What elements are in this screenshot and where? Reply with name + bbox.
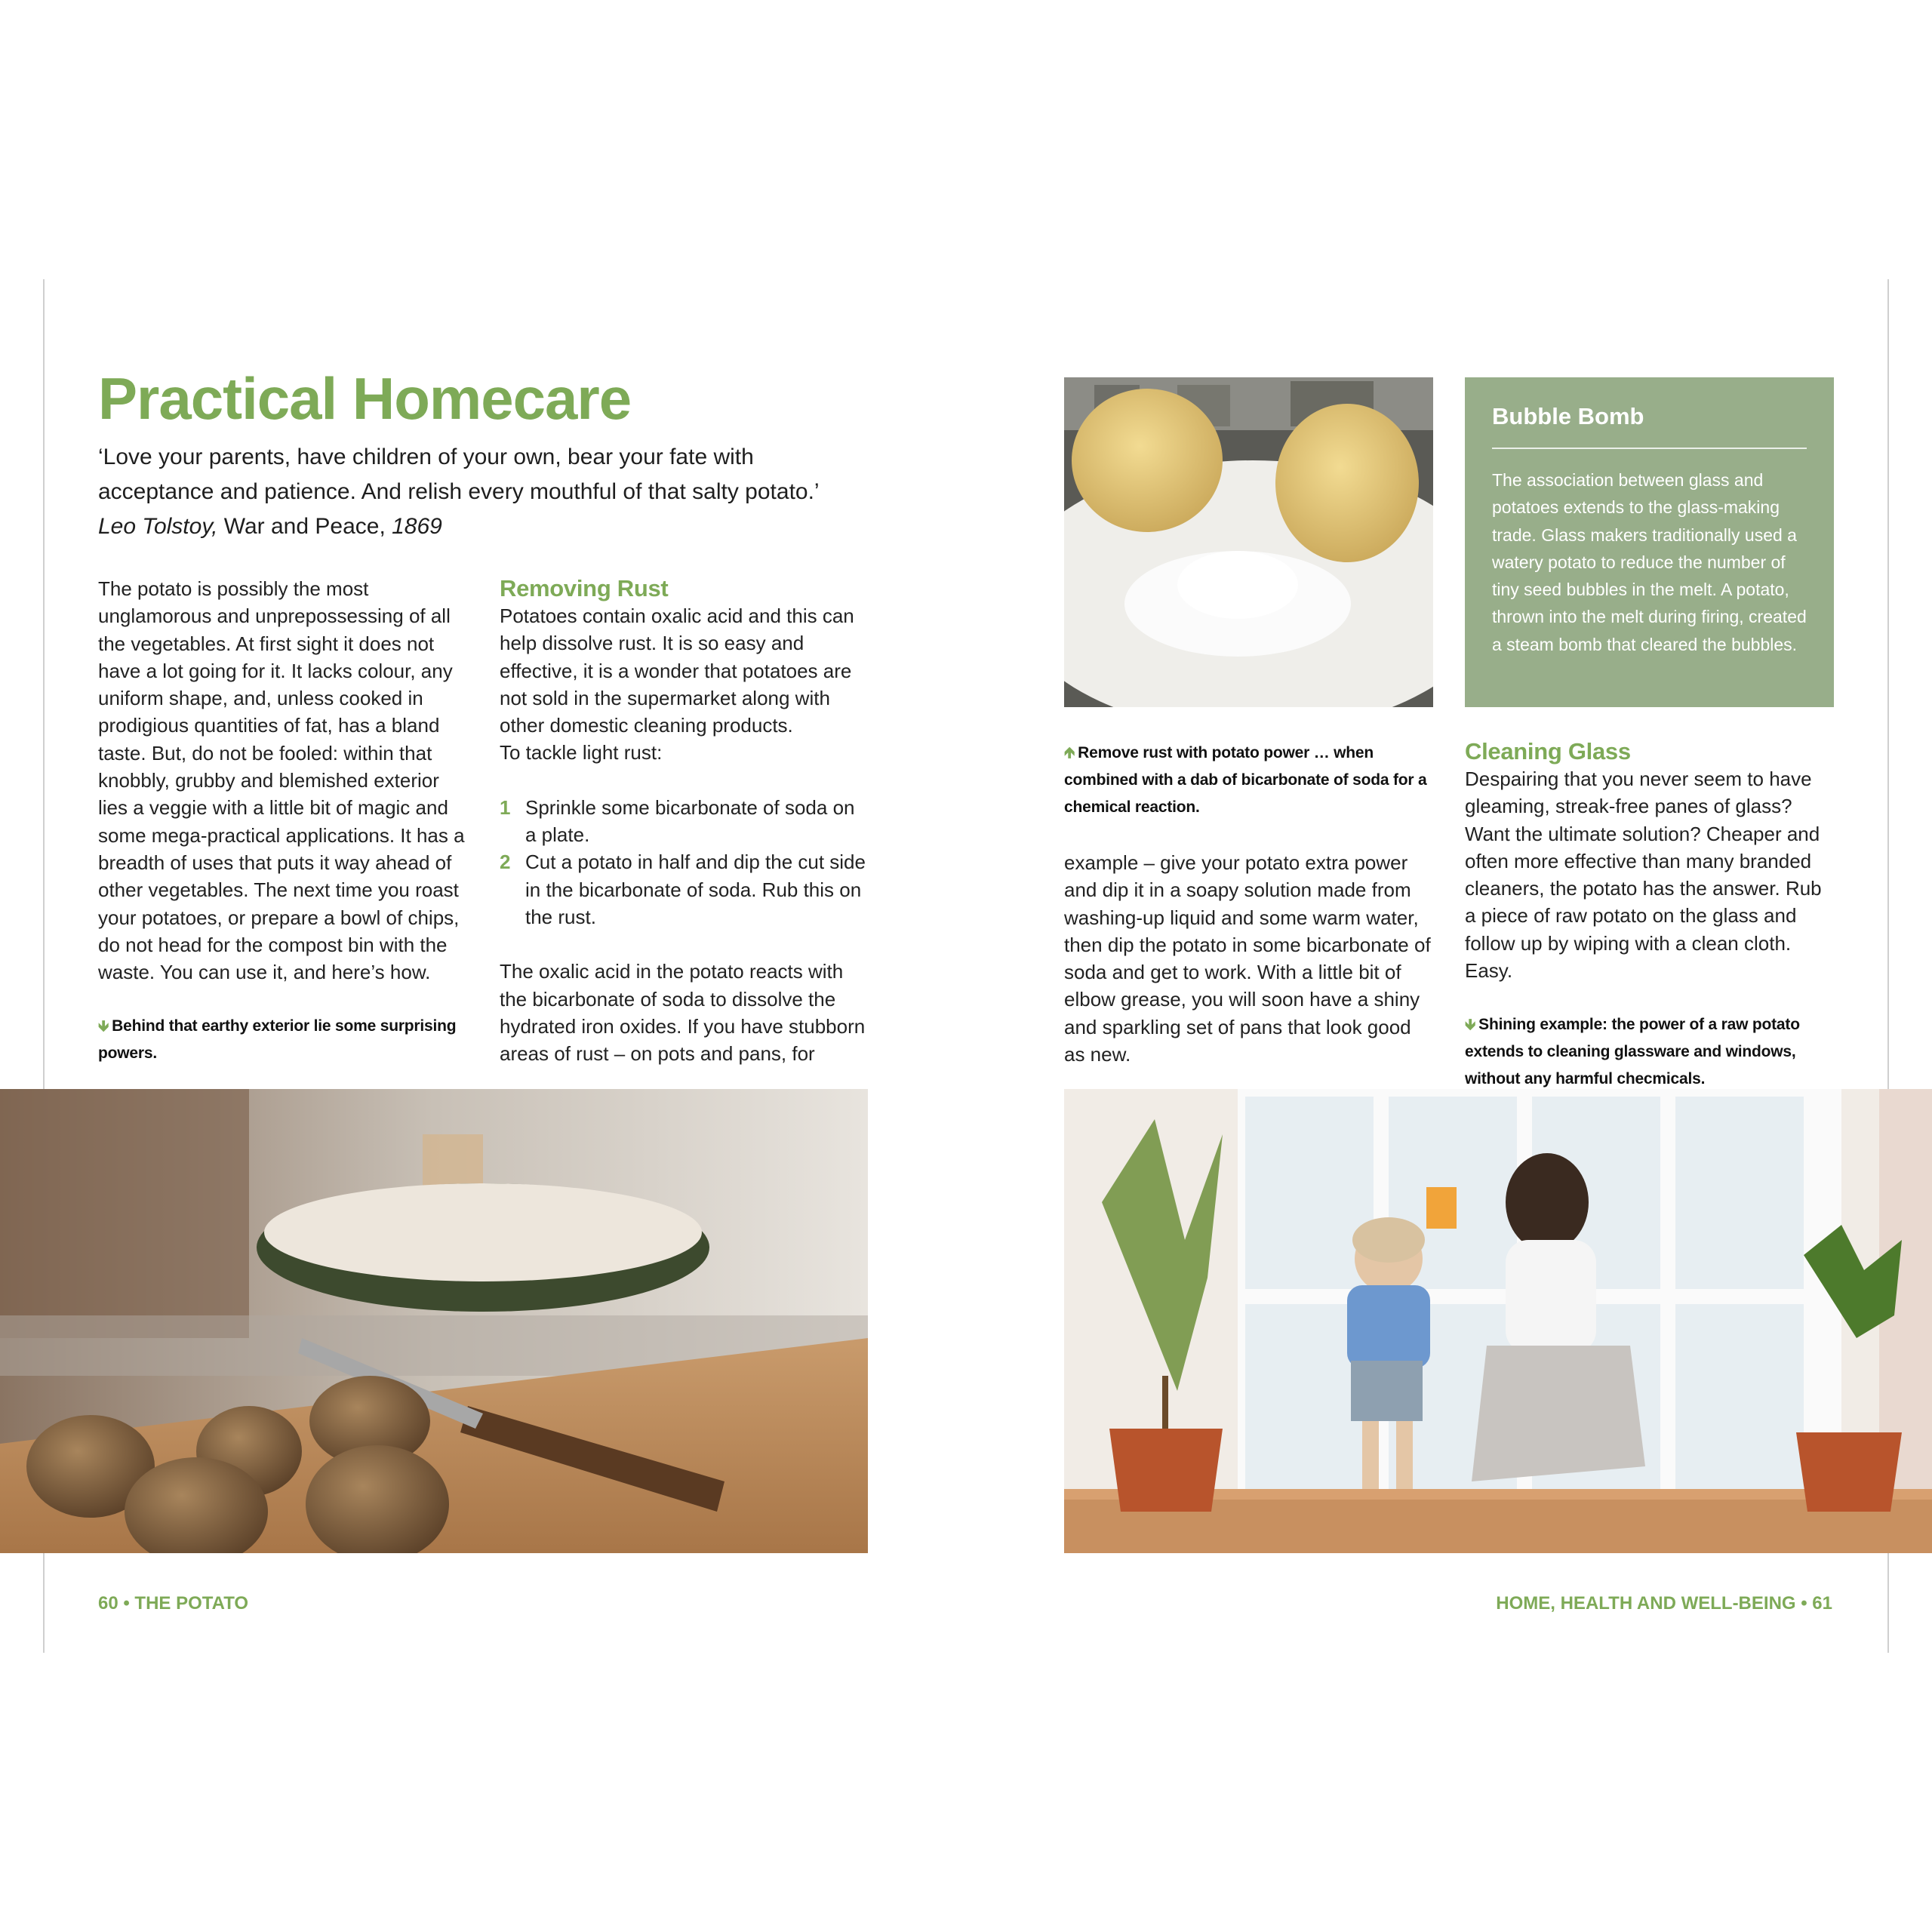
sidebar-title: Bubble Bomb: [1492, 403, 1644, 429]
sidebar-text: The association between glass and potatoes extends to the glass-making trade. Glass makers traditionally used a watery potato to reduce the number of tiny seed bubbles in the melt. A potato, thrown into the melt during firing, created a steam bomb that cleared the bubbles.: [1492, 470, 1807, 654]
quote-work: War and Peace,: [223, 514, 386, 539]
continued-column: [1064, 849, 1434, 1068]
quote-line-1: ‘Love your parents, have children of your own, bear your fate with: [98, 445, 754, 469]
intro-paragraph: The potato is possibly the most unglamorous and unprepossessing of all the vegetables. At first sight it does not have a lot going for it. It lacks colour, any uniform shape, and, unless cooked in prodigious quantities of fat, has a bland taste. But, do not be fooled: within that knobbly, grubby and blemished exterior lies a veggie with a little bit of magic and some mega-practical applications. It has a breadth of uses that puts it way ahead of other vegetables. The next time you roast your potatoes, or prepare a bowl of chips, do not head for the compost bin with the waste. You can use it, and here’s how.: [98, 577, 465, 984]
rust-caption-text: Remove rust with potato power … when combined with a dab of bicarbonate of soda for a chemical reaction.: [1064, 744, 1427, 816]
removing-rust-paragraph-2: The oxalic acid in the potato reacts with the bicarbonate of soda to dissolve the hydrated iron oxides. If you have stubborn areas of rust – on pots and pans, for: [500, 960, 866, 1066]
epigraph-quote: [98, 440, 853, 544]
potato-photo-caption: [98, 1013, 468, 1067]
bubble-bomb-sidebar: [1465, 377, 1834, 707]
quote-year: 1869: [392, 514, 442, 539]
quote-attribution: [98, 509, 853, 544]
left-page-footer: 60 • THE POTATO: [98, 1593, 249, 1614]
continued-paragraph: example – give your potato extra power and dip it in a soapy solution made from washing-up liquid and some warm water, then dip the potato in some bicarbonate of soda and get to work. With a little bit of elbow grease, you will soon have a shiny and sparkling set of pans that look good as new.: [1064, 851, 1431, 1066]
quote-line-2: acceptance and patience. And relish every mouthful of that salty potato.’: [98, 479, 820, 504]
window-cleaning-photo: [1064, 1089, 1932, 1553]
removing-rust-heading: Removing Rust: [500, 575, 669, 601]
arrow-up-icon: 🡹: [1064, 745, 1075, 761]
step-number: 2: [500, 851, 511, 874]
cleaning-glass-column: [1465, 738, 1835, 1093]
rust-steps-list: [500, 794, 869, 931]
step-text: Sprinkle some bicarbonate of soda on a plate.: [525, 795, 855, 847]
arrow-down-icon: 🡻: [1465, 1017, 1476, 1034]
cleaning-glass-heading: Cleaning Glass: [1465, 738, 1631, 764]
potato-caption-text: Behind that earthy exterior lie some surprising powers.: [98, 1017, 457, 1063]
glass-caption-text: Shining example: the power of a raw potato extends to cleaning glassware and windows, without any harmful checmicals.: [1465, 1016, 1800, 1088]
removing-rust-lead: To tackle light rust:: [500, 741, 663, 764]
potato-bicarbonate-photo: [1064, 377, 1433, 707]
removing-rust-column: [500, 575, 869, 1067]
right-page-footer: HOME, HEALTH AND WELL-BEING • 61: [1496, 1593, 1832, 1614]
glass-photo-caption: [1465, 1011, 1835, 1093]
quote-author: Leo Tolstoy,: [98, 514, 218, 539]
step-number: 1: [500, 795, 511, 819]
rust-step: [500, 848, 869, 931]
rust-photo-caption: [1064, 740, 1441, 821]
rust-step: [500, 794, 869, 849]
removing-rust-paragraph: Potatoes contain oxalic acid and this can help dissolve rust. It is so easy and effective, it is a wonder that potatoes are not sold in the supermarket along with other domestic cleaning products.: [500, 605, 854, 737]
arrow-down-icon: 🡻: [98, 1018, 109, 1035]
sidebar-divider: [1492, 448, 1807, 449]
potatoes-cutting-board-photo: [0, 1089, 868, 1553]
cleaning-glass-paragraph: Despairing that you never seem to have gleaming, streak-free panes of glass? Want the ultimate solution? Cheaper and often more effective than many branded cleaners, the potato has the answer. Rub a piece of raw potato on the glass and follow up by wiping with a clean cloth. Easy.: [1465, 768, 1822, 983]
page-title: Practical Homecare: [98, 365, 632, 432]
intro-column: [98, 575, 468, 1067]
step-text: Cut a potato in half and dip the cut side in the bicarbonate of soda. Rub this on the rust.: [525, 851, 866, 928]
